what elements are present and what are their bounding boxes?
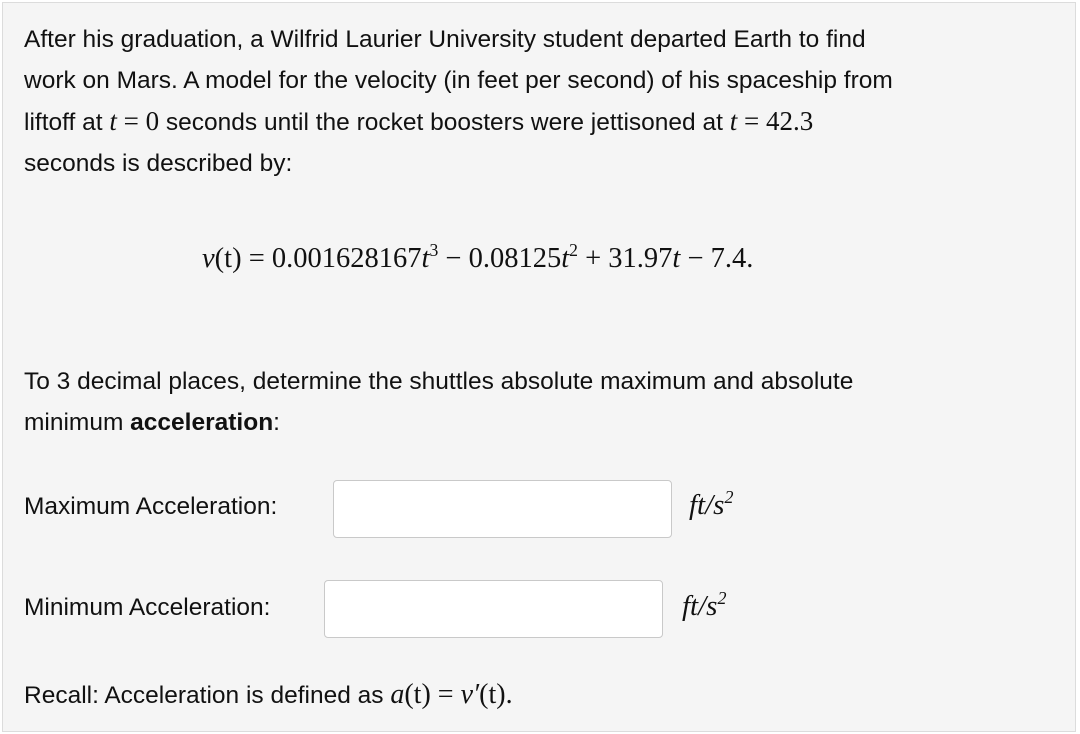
min-acceleration-label: Minimum Acceleration: (24, 594, 271, 621)
intro-line-1: After his graduation, a Wilfrid Laurier University student departed Earth to find (24, 26, 866, 53)
task-instructions: To 3 decimal places, determine the shuttles absolute maximum and absolute minimum acceleration: (24, 368, 854, 436)
recall-note: Recall: Acceleration is defined as a(t) = v′(t). (24, 679, 513, 710)
task-emphasis: acceleration (130, 408, 274, 436)
intro-line-3-mid: seconds until the rocket boosters were jettisoned at (159, 109, 730, 136)
max-acceleration-label: Maximum Acceleration: (24, 493, 278, 520)
problem-statement (24, 20, 1054, 184)
min-acceleration-input[interactable] (324, 580, 663, 638)
task-line-2-start: minimum (24, 408, 131, 436)
max-acceleration-unit: $ft/s^2$ (689, 486, 734, 521)
intro-line-2: work on Mars. A model for the velocity (in feet per second) of his spaceship from (24, 66, 893, 94)
max-acceleration-input[interactable] (333, 480, 672, 538)
velocity-equation: $v(t) = 0.001628167t^3 - 0.08125t^2 + 31.97t - 7.4$. (202, 240, 754, 274)
question-panel (2, 2, 1076, 732)
task-line-1: To 3 decimal places, determine the shuttles absolute maximum and absolute (24, 368, 854, 395)
inline-math-t-start: t = 0 (109, 106, 160, 136)
intro-line-4: seconds is described by: (24, 149, 293, 177)
min-acceleration-unit: $ft/s^2$ (682, 587, 727, 622)
intro-line-3-start: liftoff at (24, 109, 110, 136)
inline-math-t-end: t = 42.3 (729, 106, 814, 136)
